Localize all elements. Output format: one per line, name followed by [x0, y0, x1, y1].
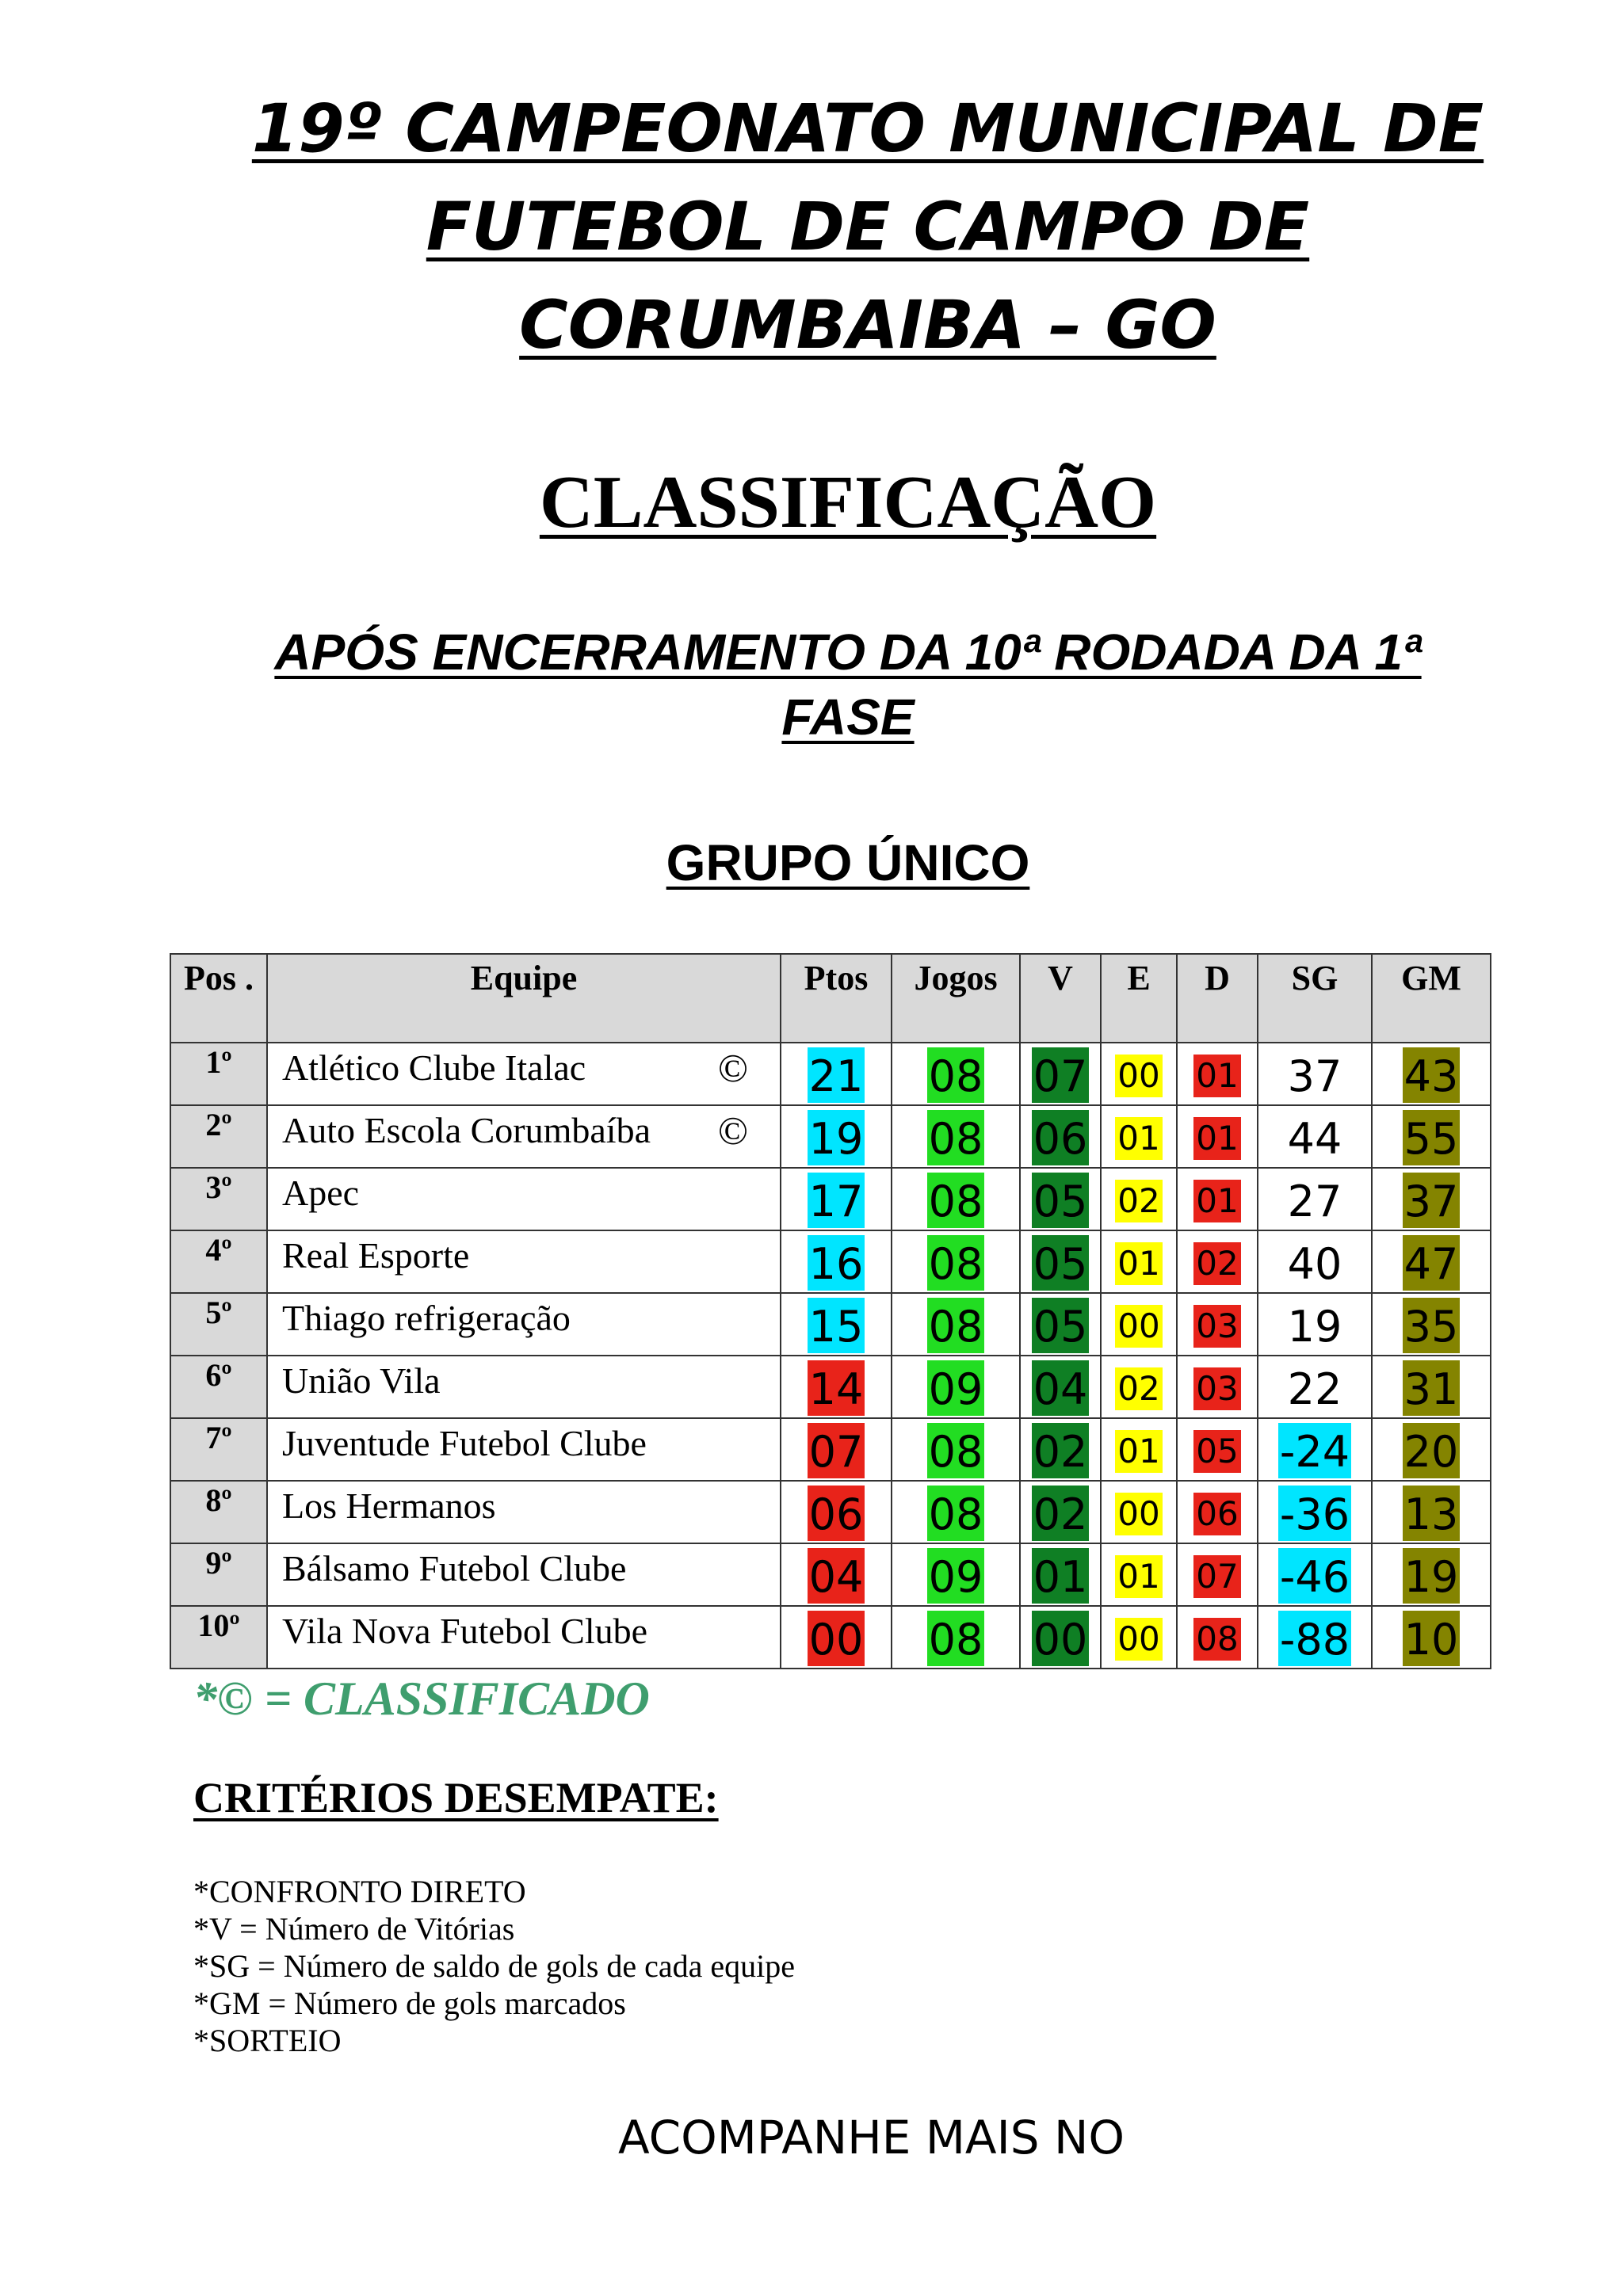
row-draws-cell	[1101, 1543, 1177, 1606]
row-goal-difference: 40	[1287, 1238, 1342, 1289]
row-draws: 01	[1115, 1117, 1162, 1160]
header-points: Ptos	[781, 954, 892, 1043]
tiebreak-criteria-list	[193, 1873, 795, 2059]
row-wins: 07	[1032, 1047, 1090, 1103]
header-goals-scored: GM	[1372, 954, 1491, 1043]
row-goals-scored: 55	[1403, 1110, 1461, 1165]
row-position: 7º	[170, 1418, 267, 1481]
row-points-cell	[781, 1481, 892, 1543]
row-draws: 01	[1115, 1555, 1162, 1598]
standings-table	[170, 953, 1491, 1669]
round-subtitle: APÓS ENCERRAMENTO DA 10ª RODADA DA 1ª FASE	[274, 624, 1422, 746]
team-name: Auto Escola Corumbaíba	[282, 1110, 651, 1150]
row-wins-cell	[1020, 1230, 1101, 1293]
row-points-cell	[781, 1230, 892, 1293]
row-games: 08	[927, 1486, 985, 1541]
row-goal-difference: 37	[1287, 1051, 1342, 1101]
criteria-item: *SORTEIO	[193, 2023, 342, 2058]
row-goals-scored: 43	[1403, 1047, 1461, 1103]
row-team-cell	[267, 1168, 781, 1230]
row-position: 5º	[170, 1293, 267, 1356]
group-title: GRUPO ÚNICO	[666, 834, 1030, 891]
row-goals-scored-cell	[1372, 1168, 1491, 1230]
row-points-cell	[781, 1043, 892, 1105]
row-losses: 03	[1193, 1367, 1240, 1410]
row-wins-cell	[1020, 1105, 1101, 1168]
row-points: 15	[808, 1298, 865, 1353]
row-draws-cell	[1101, 1105, 1177, 1168]
table-row	[170, 1356, 1491, 1418]
row-goal-difference: -24	[1278, 1423, 1351, 1478]
classified-mark-icon: ©	[718, 1108, 748, 1153]
row-games: 08	[927, 1611, 985, 1666]
row-draws: 01	[1115, 1242, 1162, 1285]
row-team-cell	[267, 1418, 781, 1481]
row-goals-scored-cell	[1372, 1230, 1491, 1293]
row-points: 17	[808, 1173, 865, 1228]
row-goal-difference-cell	[1258, 1293, 1372, 1356]
row-games-cell	[892, 1230, 1020, 1293]
tiebreak-criteria-title: CRITÉRIOS DESEMPATE:	[193, 1774, 719, 1821]
row-wins: 00	[1032, 1611, 1090, 1666]
row-goal-difference-cell	[1258, 1418, 1372, 1481]
row-goals-scored-cell	[1372, 1481, 1491, 1543]
table-row	[170, 1293, 1491, 1356]
row-points-cell	[781, 1105, 892, 1168]
row-points: 14	[808, 1360, 865, 1416]
row-losses-cell	[1177, 1543, 1258, 1606]
row-position: 1º	[170, 1043, 267, 1105]
criteria-item: *SG = Número de saldo de gols de cada equipe	[193, 1948, 796, 1984]
table-header-row	[170, 954, 1491, 1043]
row-wins-cell	[1020, 1543, 1101, 1606]
row-games-cell	[892, 1543, 1020, 1606]
table-row	[170, 1418, 1491, 1481]
team-name: Vila Nova Futebol Clube	[282, 1611, 648, 1651]
row-goal-difference-cell	[1258, 1105, 1372, 1168]
row-goals-scored-cell	[1372, 1293, 1491, 1356]
row-points: 04	[808, 1548, 865, 1604]
header-losses: D	[1177, 954, 1258, 1043]
title-line: 19º CAMPEONATO MUNICIPAL DE	[251, 90, 1484, 167]
row-points: 21	[808, 1047, 865, 1103]
header-goal-difference: SG	[1258, 954, 1372, 1043]
team-name: Atlético Clube Italac	[282, 1047, 586, 1088]
row-goals-scored: 35	[1403, 1298, 1461, 1353]
row-losses-cell	[1177, 1418, 1258, 1481]
row-goals-scored-cell	[1372, 1043, 1491, 1105]
row-draws: 00	[1115, 1055, 1162, 1097]
row-losses-cell	[1177, 1356, 1258, 1418]
team-name: Apec	[282, 1173, 360, 1213]
row-points-cell	[781, 1356, 892, 1418]
row-draws-cell	[1101, 1293, 1177, 1356]
row-position: 2º	[170, 1105, 267, 1168]
row-draws-cell	[1101, 1481, 1177, 1543]
header-pos: Pos .	[170, 954, 267, 1043]
row-team-cell	[267, 1356, 781, 1418]
team-name: Juventude Futebol Clube	[282, 1423, 647, 1463]
row-wins: 02	[1032, 1423, 1090, 1478]
row-losses: 07	[1193, 1555, 1240, 1598]
row-goals-scored: 10	[1403, 1611, 1461, 1666]
row-points: 16	[808, 1235, 865, 1291]
row-wins-cell	[1020, 1043, 1101, 1105]
row-team-cell	[267, 1043, 781, 1105]
header-team: Equipe	[267, 954, 781, 1043]
row-games-cell	[892, 1293, 1020, 1356]
row-losses: 06	[1193, 1493, 1240, 1535]
row-goals-scored-cell	[1372, 1418, 1491, 1481]
table-row	[170, 1105, 1491, 1168]
row-position: 6º	[170, 1356, 267, 1418]
row-draws: 01	[1115, 1430, 1162, 1473]
row-wins: 01	[1032, 1548, 1090, 1604]
row-draws-cell	[1101, 1230, 1177, 1293]
row-team-cell	[267, 1481, 781, 1543]
criteria-item: *GM = Número de gols marcados	[193, 1985, 626, 2021]
row-team-cell	[267, 1606, 781, 1669]
row-goal-difference: 19	[1287, 1301, 1342, 1352]
header-wins: V	[1020, 954, 1101, 1043]
row-draws: 02	[1115, 1367, 1162, 1410]
row-draws-cell	[1101, 1356, 1177, 1418]
row-team-cell	[267, 1105, 781, 1168]
row-team-cell	[267, 1543, 781, 1606]
row-wins-cell	[1020, 1293, 1101, 1356]
row-wins: 05	[1032, 1298, 1090, 1353]
row-points-cell	[781, 1293, 892, 1356]
row-wins: 06	[1032, 1110, 1090, 1165]
row-losses: 01	[1193, 1180, 1240, 1222]
table-row	[170, 1606, 1491, 1669]
row-games: 08	[927, 1173, 985, 1228]
row-games: 09	[927, 1360, 985, 1416]
table-row	[170, 1168, 1491, 1230]
team-name: Bálsamo Futebol Clube	[282, 1548, 627, 1589]
row-losses: 01	[1193, 1117, 1240, 1160]
row-goal-difference-cell	[1258, 1230, 1372, 1293]
row-goals-scored-cell	[1372, 1543, 1491, 1606]
team-name: Thiago refrigeração	[282, 1298, 571, 1338]
row-position: 8º	[170, 1481, 267, 1543]
row-goal-difference-cell	[1258, 1543, 1372, 1606]
row-draws: 00	[1115, 1493, 1162, 1535]
row-games-cell	[892, 1043, 1020, 1105]
row-losses-cell	[1177, 1293, 1258, 1356]
footer-text: ACOMPANHE MAIS NO	[618, 2111, 1125, 2164]
classified-legend: *© = CLASSIFICADO	[193, 1672, 650, 1725]
row-goals-scored: 31	[1403, 1360, 1461, 1416]
header-games: Jogos	[892, 954, 1020, 1043]
row-losses-cell	[1177, 1168, 1258, 1230]
row-wins-cell	[1020, 1481, 1101, 1543]
row-goal-difference: 44	[1287, 1113, 1342, 1164]
row-goal-difference-cell	[1258, 1356, 1372, 1418]
team-name: União Vila	[282, 1360, 441, 1401]
row-wins-cell	[1020, 1606, 1101, 1669]
row-points-cell	[781, 1543, 892, 1606]
table-row	[170, 1481, 1491, 1543]
row-draws: 00	[1115, 1305, 1162, 1348]
classification-heading: CLASSIFICAÇÃO	[539, 461, 1157, 543]
row-games: 08	[927, 1235, 985, 1291]
row-draws-cell	[1101, 1168, 1177, 1230]
row-games-cell	[892, 1481, 1020, 1543]
classified-mark-icon: ©	[718, 1046, 748, 1090]
row-points: 07	[808, 1423, 865, 1478]
row-goals-scored-cell	[1372, 1356, 1491, 1418]
row-losses: 02	[1193, 1242, 1240, 1285]
row-goal-difference-cell	[1258, 1481, 1372, 1543]
criteria-item: *CONFRONTO DIRETO	[193, 1874, 526, 1909]
row-losses-cell	[1177, 1230, 1258, 1293]
row-wins: 02	[1032, 1486, 1090, 1541]
row-draws-cell	[1101, 1606, 1177, 1669]
row-points-cell	[781, 1418, 892, 1481]
row-goals-scored: 37	[1403, 1173, 1461, 1228]
row-goal-difference-cell	[1258, 1168, 1372, 1230]
row-losses: 03	[1193, 1305, 1240, 1348]
row-draws-cell	[1101, 1043, 1177, 1105]
row-losses: 08	[1193, 1618, 1240, 1661]
row-team-cell	[267, 1293, 781, 1356]
row-goal-difference: -36	[1278, 1486, 1351, 1541]
table-row	[170, 1543, 1491, 1606]
title-line: CORUMBAIBA – GO	[519, 286, 1216, 364]
row-goals-scored: 20	[1403, 1423, 1461, 1478]
row-wins-cell	[1020, 1418, 1101, 1481]
row-goal-difference: -46	[1278, 1548, 1351, 1604]
row-goal-difference: 27	[1287, 1176, 1342, 1226]
row-games-cell	[892, 1168, 1020, 1230]
row-games-cell	[892, 1418, 1020, 1481]
row-games: 08	[927, 1110, 985, 1165]
row-games-cell	[892, 1356, 1020, 1418]
row-wins-cell	[1020, 1168, 1101, 1230]
row-position: 10º	[170, 1606, 267, 1669]
row-games-cell	[892, 1105, 1020, 1168]
row-draws-cell	[1101, 1418, 1177, 1481]
row-goal-difference: 22	[1287, 1363, 1342, 1414]
header-draws: E	[1101, 954, 1177, 1043]
row-losses-cell	[1177, 1481, 1258, 1543]
row-goals-scored: 13	[1403, 1486, 1461, 1541]
row-position: 4º	[170, 1230, 267, 1293]
table-row	[170, 1230, 1491, 1293]
row-games: 08	[927, 1423, 985, 1478]
row-wins: 05	[1032, 1173, 1090, 1228]
row-points: 00	[808, 1611, 865, 1666]
row-goals-scored: 19	[1403, 1548, 1461, 1604]
row-points: 06	[808, 1486, 865, 1541]
row-position: 3º	[170, 1168, 267, 1230]
row-position: 9º	[170, 1543, 267, 1606]
row-games: 08	[927, 1047, 985, 1103]
row-losses-cell	[1177, 1043, 1258, 1105]
row-points-cell	[781, 1168, 892, 1230]
team-name: Real Esporte	[282, 1235, 470, 1276]
row-goal-difference: -88	[1278, 1611, 1351, 1666]
championship-title	[182, 79, 1553, 374]
row-goals-scored: 47	[1403, 1235, 1461, 1291]
row-losses-cell	[1177, 1105, 1258, 1168]
table-row	[170, 1043, 1491, 1105]
criteria-item: *V = Número de Vitórias	[193, 1911, 515, 1947]
row-losses: 01	[1193, 1055, 1240, 1097]
row-goal-difference-cell	[1258, 1043, 1372, 1105]
row-goals-scored-cell	[1372, 1606, 1491, 1669]
row-goal-difference-cell	[1258, 1606, 1372, 1669]
row-games-cell	[892, 1606, 1020, 1669]
row-draws: 00	[1115, 1618, 1162, 1661]
team-name: Los Hermanos	[282, 1486, 496, 1526]
row-losses: 05	[1193, 1430, 1240, 1473]
row-games: 08	[927, 1298, 985, 1353]
title-line: FUTEBOL DE CAMPO DE	[426, 188, 1310, 265]
row-losses-cell	[1177, 1606, 1258, 1669]
row-games: 09	[927, 1548, 985, 1604]
row-wins: 05	[1032, 1235, 1090, 1291]
row-wins-cell	[1020, 1356, 1101, 1418]
row-goals-scored-cell	[1372, 1105, 1491, 1168]
row-points: 19	[808, 1110, 865, 1165]
row-team-cell	[267, 1230, 781, 1293]
row-draws: 02	[1115, 1180, 1162, 1222]
row-wins: 04	[1032, 1360, 1090, 1416]
row-points-cell	[781, 1606, 892, 1669]
